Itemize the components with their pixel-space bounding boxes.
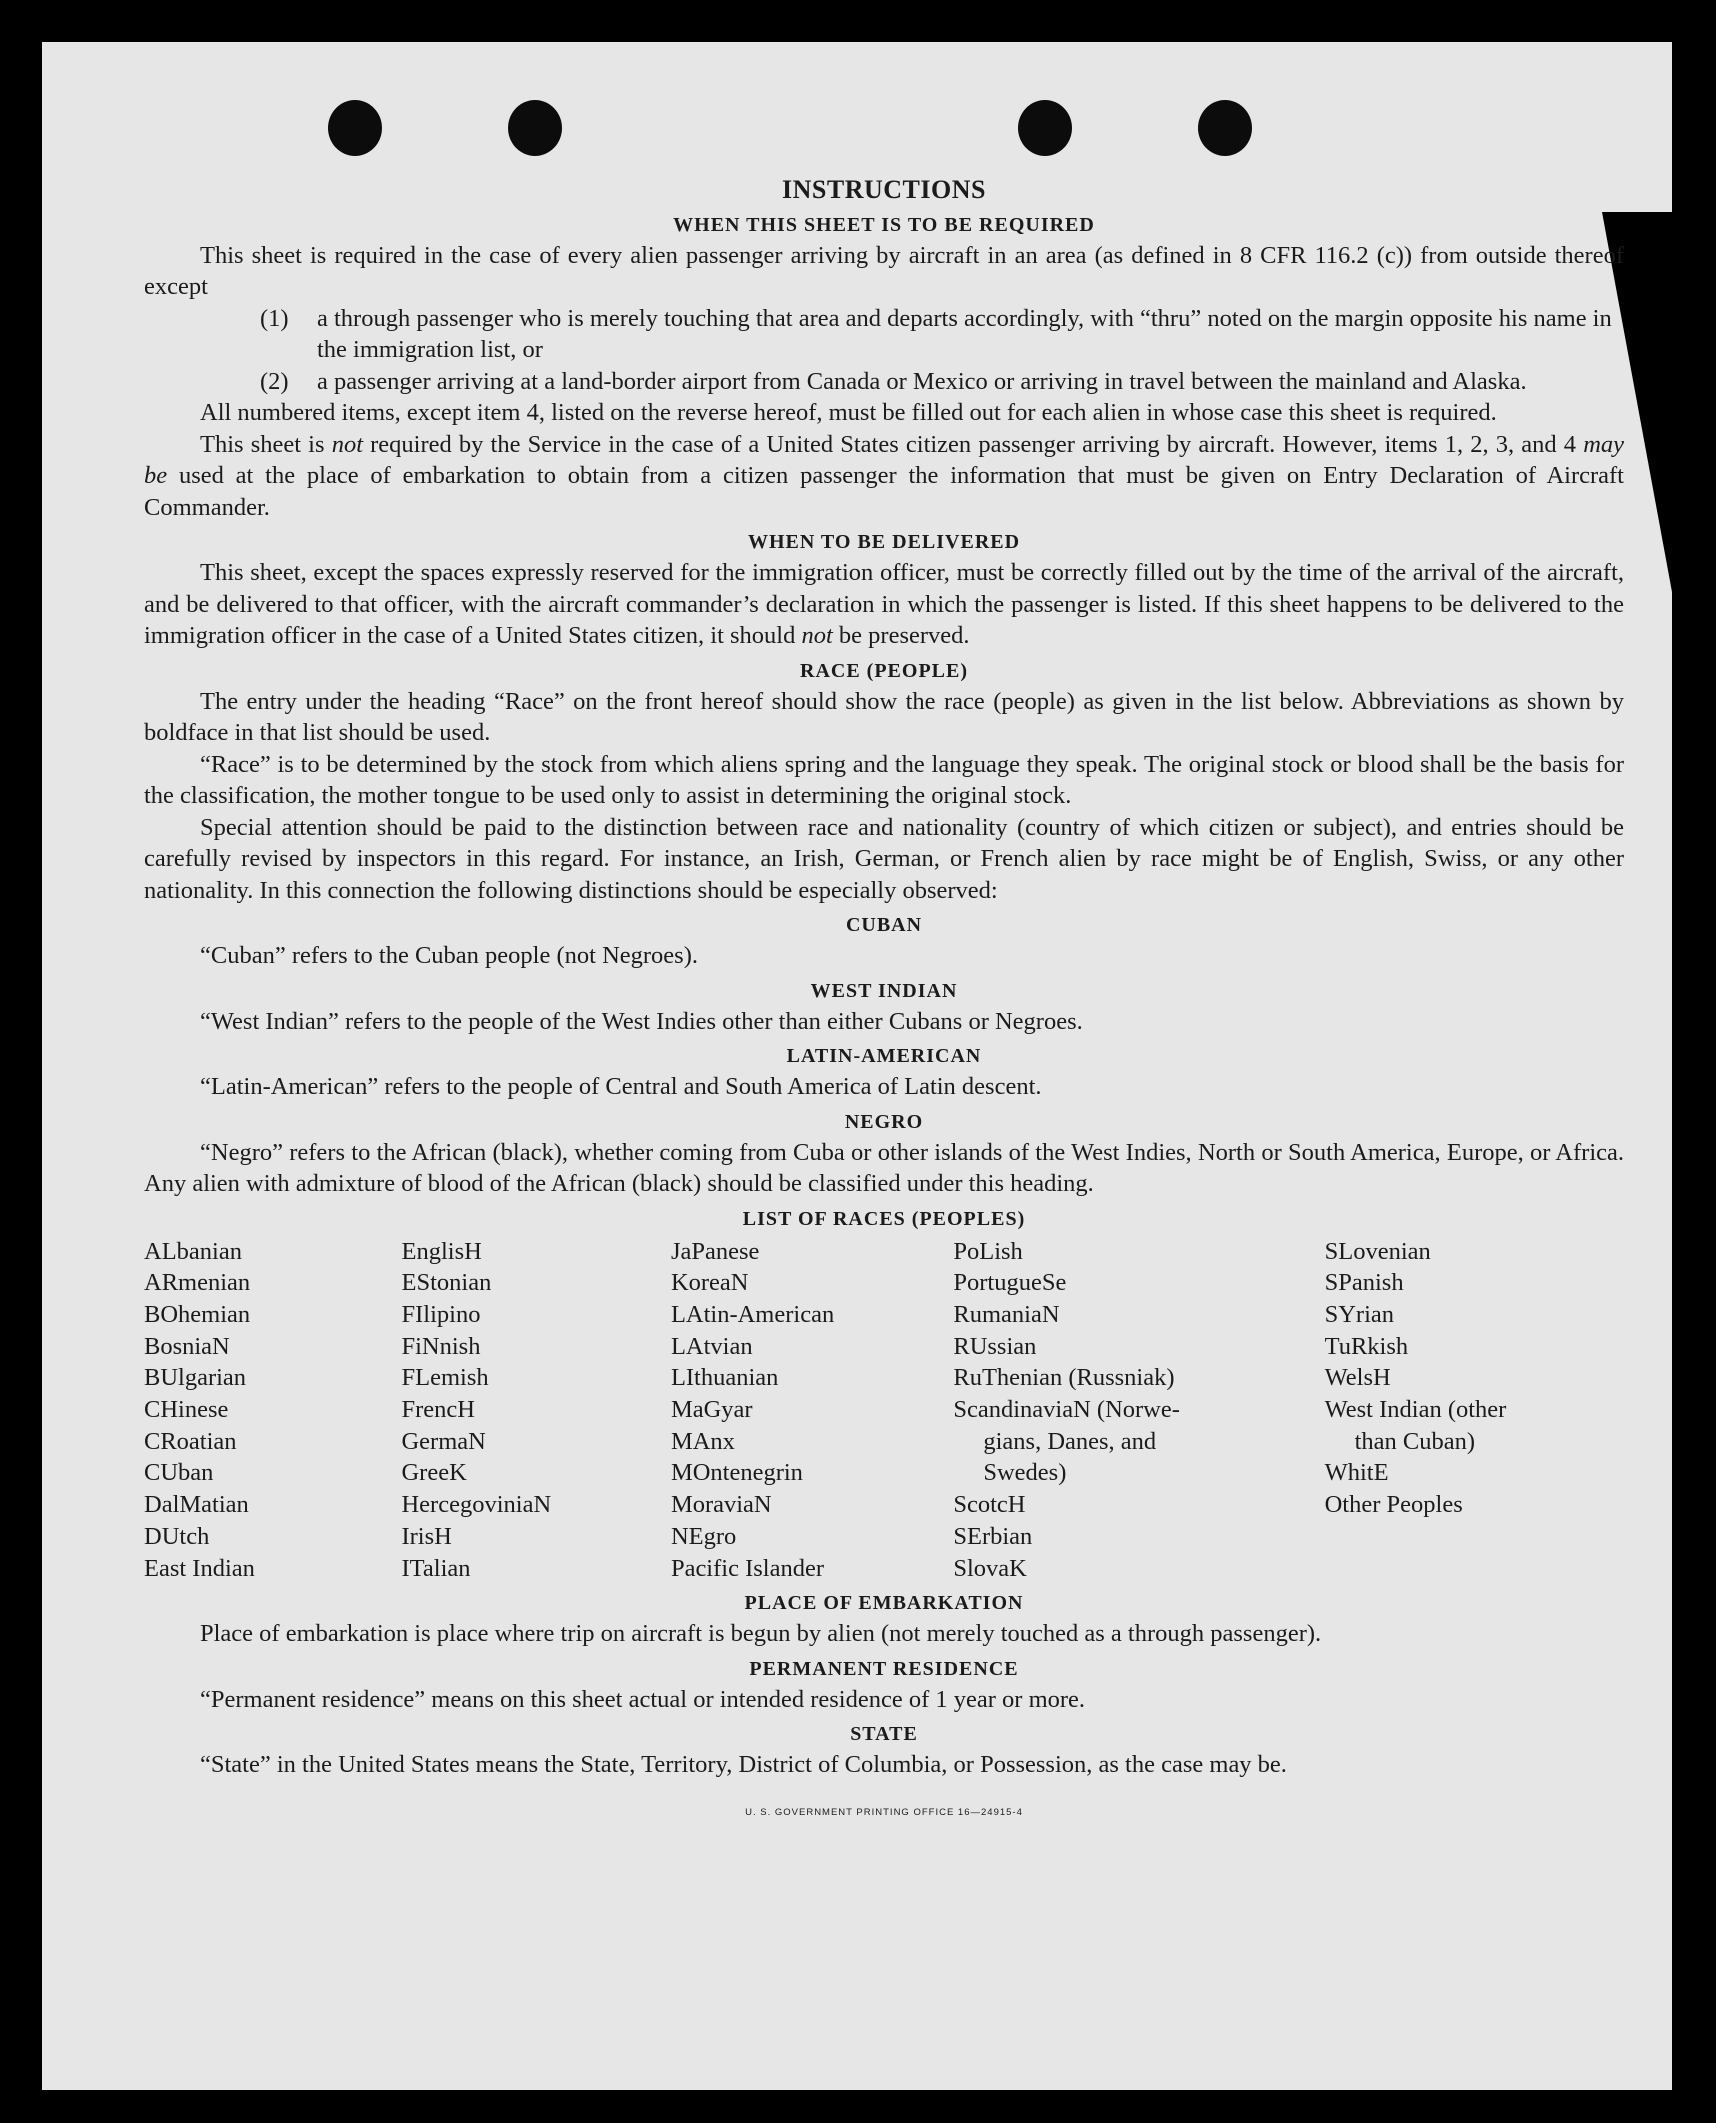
race-entry: GermaN <box>401 1427 486 1455</box>
paragraph: “Permanent residence” means on this sheet actual or intended residence of 1 year or more. <box>200 1685 1086 1713</box>
heading-when-required: WHEN THIS SHEET IS TO BE REQUIRED <box>673 213 1095 236</box>
race-entry: WelsH <box>1324 1364 1391 1392</box>
race-entry: RumaniaN <box>953 1300 1060 1328</box>
heading-negro: NEGRO <box>844 1110 924 1133</box>
race-entry: West Indian (other <box>1324 1396 1507 1424</box>
paragraph: This sheet, except the spaces expressly reserved for the immigration officer, must be correctly filled out by the time of the arrival of the aircraft, and be delivered to that officer, with the aircraft commander’s declaration in which the passenger is listed. If this sheet happens to be delivered to the immigration officer in the case of a United States citizen, it should not be preserved. <box>144 559 1624 649</box>
race-entry: RUssian <box>953 1332 1037 1360</box>
race-entry: SPanish <box>1324 1269 1404 1297</box>
heading-state: STATE <box>850 1723 918 1746</box>
race-entry: BOhemian <box>144 1300 251 1328</box>
race-entry: CUban <box>144 1459 214 1487</box>
heading-west-indian: WEST INDIAN <box>810 979 958 1002</box>
paragraph: “West Indian” refers to the people of the West Indies other than either Cubans or Negroes. <box>200 1007 1083 1035</box>
race-entry: LAtin-American <box>670 1300 835 1328</box>
paragraph: “Latin-American” refers to the people of Central and South America of Latin descent. <box>200 1073 1042 1100</box>
race-entry: gians, Danes, and <box>983 1427 1157 1455</box>
heading-list-of-races: LIST OF RACES (PEOPLES) <box>742 1207 1026 1230</box>
races-table <box>144 1236 1624 1585</box>
printer-imprint: U. S. GOVERNMENT PRINTING OFFICE 16—24915-4 <box>745 1806 1023 1818</box>
race-entry: IrisH <box>401 1522 452 1550</box>
race-entry: Pacific Islander <box>670 1554 824 1582</box>
race-entry: MOntenegrin <box>670 1459 803 1487</box>
race-entry: CHinese <box>144 1396 229 1424</box>
paragraph: “State” in the United States means the State, Territory, District of Columbia, or Possession, as the case may be. <box>200 1751 1287 1779</box>
race-entry: MAnx <box>670 1427 735 1455</box>
races-column <box>671 1236 953 1585</box>
race-entry: Swedes) <box>983 1459 1067 1487</box>
race-entry: SErbian <box>953 1522 1033 1550</box>
page-title: INSTRUCTIONS <box>782 175 986 204</box>
race-entry: ScotcH <box>953 1491 1026 1519</box>
race-entry: JaPanese <box>670 1237 760 1265</box>
race-entry: WhitE <box>1324 1459 1389 1487</box>
race-entry: EStonian <box>401 1269 492 1297</box>
heading-cuban: CUBAN <box>845 914 923 936</box>
paragraph: All numbered items, except item 4, listed on the reverse hereof, must be filled out for each alien in whose case this sheet is required. <box>200 399 1497 426</box>
item-number: (2) <box>260 367 289 395</box>
race-entry: FIlipino <box>401 1300 481 1328</box>
heading-residence: PERMANENT RESIDENCE <box>749 1657 1019 1680</box>
race-entry: ALbanian <box>144 1237 242 1265</box>
race-entry: than Cuban) <box>1354 1427 1476 1455</box>
paragraph: Special attention should be paid to the distinction between race and nationality (country of which citizen or subject), and entries should be carefully revised by inspectors in this regard. For instance, an Irish, German, or French alien by race might be of English, Swiss, or any other nationality. In this connection the following distinctions should be especially observed: <box>144 813 1624 904</box>
instructions-body <box>144 134 1624 1828</box>
race-entry: DUtch <box>144 1522 210 1550</box>
paragraph: This sheet is not required by the Service in the case of a United States citizen passenger arriving by aircraft. However, items 1, 2, 3, and 4 may be used at the place of embarkation to obtain from a citizen passenger the information that must be given on Entry Declaration of Aircraft Commander. <box>144 430 1625 521</box>
race-entry: FrencH <box>401 1396 475 1424</box>
paragraph: The entry under the heading “Race” on the front hereof should show the race (people) as given in the list below. Abbreviations as shown by boldface in that list should be used. <box>144 687 1624 746</box>
paragraph: Place of embarkation is place where trip on aircraft is begun by alien (not merely touched as a through passenger). <box>200 1620 1322 1648</box>
race-entry: HercegoviniaN <box>401 1491 552 1519</box>
paragraph: “Race” is to be determined by the stock from which aliens spring and the language they speak. The original stock or blood shall be the basis for the classification, the mother tongue to be used only to assist in determining the original stock. <box>144 750 1624 809</box>
race-entry: RuThenian (Russniak) <box>953 1364 1175 1392</box>
document-page <box>42 42 1672 2090</box>
paragraph: This sheet is required in the case of every alien passenger arriving by aircraft in an area (as defined in 8 CFR 116.2 (c)) from outside thereof except <box>144 241 1624 300</box>
paragraph: “Cuban” refers to the Cuban people (not Negroes). <box>200 942 698 969</box>
race-entry: ARmenian <box>144 1269 251 1297</box>
race-entry: FiNnish <box>401 1332 481 1360</box>
races-column <box>953 1236 1324 1585</box>
race-entry: ITalian <box>401 1554 471 1582</box>
race-entry: NEgro <box>670 1522 737 1550</box>
list-item <box>260 303 1624 366</box>
race-entry: MoraviaN <box>670 1491 772 1519</box>
races-column <box>144 1236 401 1585</box>
race-entry: KoreaN <box>670 1269 749 1297</box>
race-entry: LIthuanian <box>670 1364 779 1392</box>
race-entry: GreeK <box>401 1459 467 1487</box>
race-entry: SYrian <box>1324 1300 1395 1328</box>
race-entry: ScandinaviaN (Norwe- <box>953 1396 1180 1424</box>
item-number: (1) <box>260 304 289 332</box>
heading-latin-american: LATIN-AMERICAN <box>786 1045 982 1067</box>
item-text: a through passenger who is merely touching that area and departs accordingly, with “thru” noted on the margin opposite his name in the immigration list, or <box>317 304 1612 363</box>
race-entry: DalMatian <box>144 1491 249 1519</box>
race-entry: PortugueSe <box>953 1269 1067 1297</box>
heading-race: RACE (PEOPLE) <box>800 659 968 682</box>
race-entry: EnglisH <box>401 1237 482 1265</box>
heading-embarkation: PLACE OF EMBARKATION <box>744 1592 1024 1615</box>
race-entry: PoLish <box>953 1237 1023 1265</box>
race-entry: TuRkish <box>1324 1332 1409 1360</box>
race-entry: East Indian <box>144 1554 255 1582</box>
item-text: a passenger arriving at a land-border airport from Canada or Mexico or arriving in travel between the mainland and Alaska. <box>317 367 1527 395</box>
race-entry: FLemish <box>401 1364 489 1392</box>
heading-when-delivered: WHEN TO BE DELIVERED <box>747 531 1021 553</box>
race-entry: BosniaN <box>144 1332 230 1360</box>
races-column <box>401 1236 670 1585</box>
race-entry: MaGyar <box>670 1396 753 1424</box>
race-entry: Other Peoples <box>1324 1491 1463 1519</box>
list-item <box>260 366 1624 398</box>
race-entry: LAtvian <box>670 1332 753 1360</box>
race-entry: SlovaK <box>953 1554 1027 1582</box>
races-column <box>1325 1236 1624 1585</box>
paragraph: “Negro” refers to the African (black), whether coming from Cuba or other islands of the West Indies, North or South America, Europe, or Africa. Any alien with admixture of blood of the African (black) should be classified under this heading. <box>144 1138 1624 1197</box>
race-entry: SLovenian <box>1324 1237 1431 1265</box>
race-entry: CRoatian <box>144 1427 237 1455</box>
race-entry: BUlgarian <box>144 1364 247 1392</box>
